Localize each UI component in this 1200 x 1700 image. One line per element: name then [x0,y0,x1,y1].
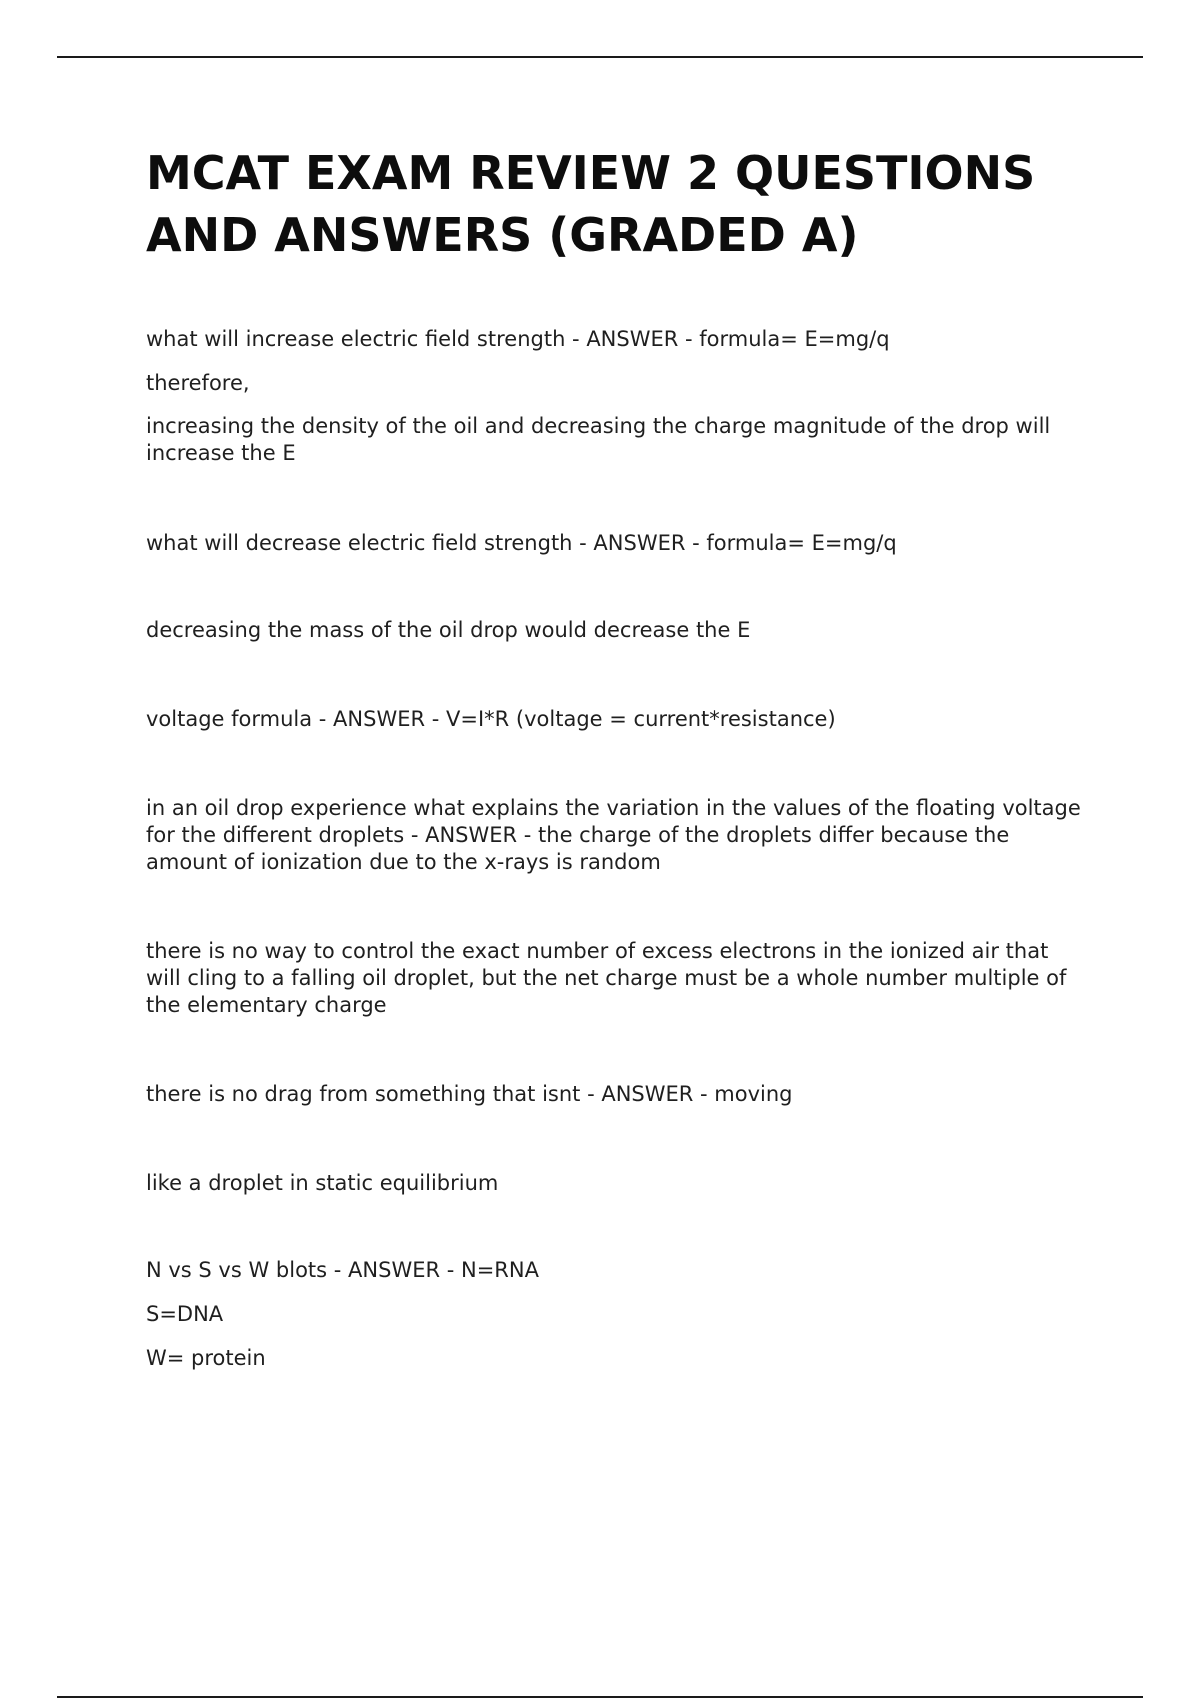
paragraph-4: what will decrease electric field strength - ANSWER - formula= E=mg/q [146,531,897,555]
paragraph-11: N vs S vs W blots - ANSWER - N=RNA [146,1258,539,1282]
paragraph-10: like a droplet in static equilibrium [146,1171,499,1195]
top-divider [57,56,1143,58]
document-title: MCAT EXAM REVIEW 2 QUESTIONS AND ANSWERS (GRADED A) [146,146,1036,262]
paragraph-3: increasing the density of the oil and decreasing the charge magnitude of the drop will increase the E [146,414,1051,465]
paragraph-6: voltage formula - ANSWER - V=I*R (voltage = current*resistance) [146,707,836,731]
paragraph-5: decreasing the mass of the oil drop would decrease the E [146,618,751,642]
paragraph-1: what will increase electric field strength - ANSWER - formula= E=mg/q [146,327,890,351]
paragraph-8: there is no way to control the exact number of excess electrons in the ionized air that will cling to a falling oil droplet, but the net charge must be a whole number multiple of the elementary charge [146,939,1067,1017]
paragraph-7: in an oil drop experience what explains the variation in the values of the floating voltage for the different droplets - ANSWER - the charge of the droplets differ because the amount of ionization due to the x-rays is random [146,796,1081,874]
paragraph-12: S=DNA [146,1302,224,1326]
paragraph-2: therefore, [146,371,250,395]
paragraph-13: W= protein [146,1346,266,1370]
bottom-divider [57,1696,1143,1698]
paragraph-9: there is no drag from something that isnt - ANSWER - moving [146,1082,793,1106]
